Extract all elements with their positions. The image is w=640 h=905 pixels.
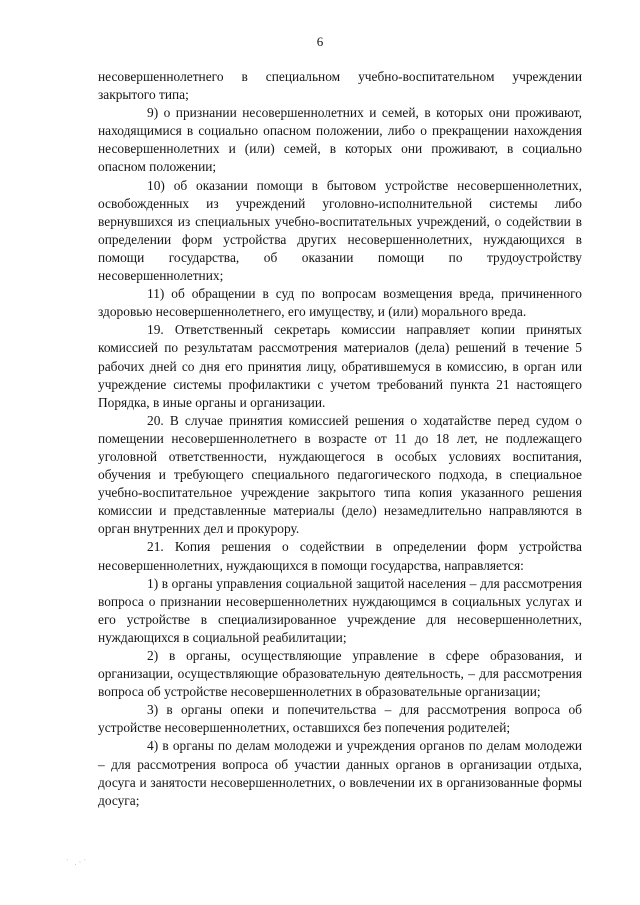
document-body xyxy=(98,68,582,810)
paragraph: 2) в органы, осуществляющие управление в сфере образования, и организации, осуществляющие образовательную деятельность, – для рассмотрения вопроса об устройстве несовершеннолетних в образовательные организации; xyxy=(98,648,582,700)
paragraph: 10) об оказании помощи в бытовом устройстве несовершеннолетних, освобожденных из учреждений уголовно-исполнительной системы либо вернувшихся из специальных учебно-воспитательных учреждений, о содействии в определении форм устройства других несовершеннолетних, нуждающихся в помощи государства, об оказании помощи по трудоустройству несовершеннолетних; xyxy=(98,177,582,284)
paragraph: 21. Копия решения о содействии в определении форм устройства несовершеннолетних, нуждающихся в помощи государства, направляется: xyxy=(98,539,582,573)
paragraph: 20. В случае принятия комиссией решения о ходатайстве перед судом о помещении несовершеннолетнего в возрасте от 11 до 18 лет, не подлежащего уголовной ответственности, нуждающегося в особых условиях воспитания, обучения и требующего специального педагогического подхода, в специальное учебно-воспитательное учреждение закрытого типа копия указанного решения комиссии и представленные материалы (дело) незамедлительно направляются в орган внутренних дел и прокурору. xyxy=(98,412,582,537)
paragraph: 1) в органы управления социальной защитой населения – для рассмотрения вопроса о признании несовершеннолетних нуждающимся в социальных услугах и его устройстве в специализированное учреждение для несовершеннолетних, нуждающихся в социальной реабилитации; xyxy=(98,575,582,645)
paragraph: 11) об обращении в суд по вопросам возмещения вреда, причиненного здоровью несовершеннолетнего, его имуществу, и (или) морального вреда. xyxy=(98,286,582,320)
page-number: 6 xyxy=(316,34,324,49)
scan-mark: ` .·` xyxy=(66,858,88,867)
paragraph: несовершеннолетнего в специальном учебно-воспитательном учреждении закрытого типа; xyxy=(98,69,582,103)
paragraph: 9) о признании несовершеннолетних и семей, в которых они проживают, находящимися в социально опасном положении, либо о прекращении нахождения несовершеннолетних и (или) семей, в которых они проживают, в социально опасном положении; xyxy=(98,105,582,175)
paragraph: 3) в органы опеки и попечительства – для рассмотрения вопроса об устройстве несовершеннолетних, оставшихся без попечения родителей; xyxy=(98,702,582,736)
paragraph: 19. Ответственный секретарь комиссии направляет копии принятых комиссией по результатам рассмотрения материалов (дела) решений в течение 5 рабочих дней со дня его принятия лицу, обратившемуся в комиссию, в орган или учреждение системы профилактики с учетом требований пункта 21 настоящего Порядка, в иные органы и организации. xyxy=(98,322,582,410)
paragraph: 4) в органы по делам молодежи и учреждения органов по делам молодежи – для рассмотрения вопроса об участии данных органов в организации отдыха, досуга и занятости несовершеннолетних, о вовлечении их в организованные формы досуга; xyxy=(98,738,582,808)
